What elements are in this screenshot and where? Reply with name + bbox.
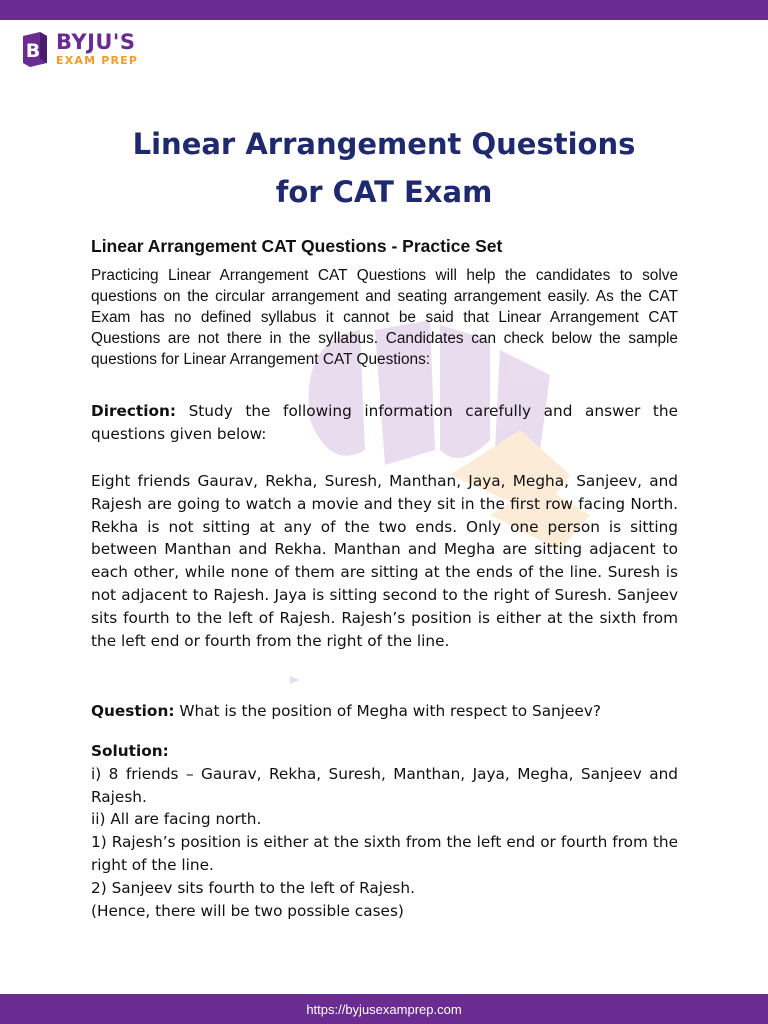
question-label: Question:: [91, 702, 175, 720]
solution-block: [91, 740, 678, 922]
solution-line: i) 8 friends – Gaurav, Rekha, Suresh, Manthan, Jaya, Megha, Sanjeev and Rajesh.: [91, 764, 678, 806]
section-heading: Linear Arrangement CAT Questions - Practice Set: [91, 236, 503, 256]
logo-subbrand-text: EXAM PREP: [56, 54, 139, 67]
svg-text:B: B: [25, 40, 41, 62]
top-banner: [0, 0, 768, 20]
solution-line: 2) Sanjeev sits fourth to the left of Rajesh.: [91, 878, 415, 897]
solution-label: Solution:: [91, 742, 169, 760]
byjus-logo-icon: [20, 30, 50, 68]
brand-logo[interactable]: [20, 30, 138, 68]
page-title: [0, 120, 768, 216]
page-title-line-1: Linear Arrangement Questions: [132, 127, 636, 161]
solution-line: 1) Rajesh’s position is either at the sixth from the left end or fourth from the right of the line.: [91, 833, 678, 874]
direction-text: Study the following information carefully and answer the questions given below:: [91, 402, 678, 443]
question-paragraph: [91, 700, 678, 723]
page-title-line-2: for CAT Exam: [275, 175, 493, 209]
footer-url-link[interactable]: https://byjusexamprep.com: [306, 1001, 462, 1017]
question-text: What is the position of Megha with respect to Sanjeev?: [174, 702, 602, 720]
logo-brand-text: BYJU'S: [56, 30, 136, 54]
solution-line: (Hence, there will be two possible cases): [91, 901, 404, 920]
footer-banner: [0, 994, 768, 1024]
direction-label: Direction:: [91, 402, 176, 420]
solution-line: ii) All are facing north.: [91, 810, 262, 829]
intro-paragraph: Practicing Linear Arrangement CAT Questions will help the candidates to solve questions on the circular arrangement and seating arrangement easily. As the CAT Exam has no defined syllabus it cannot be said that Linear Arrangement CAT Questions are not there in the syllabus. Candidates can check below the sample questions for Linear Arrangement CAT Questions:: [91, 267, 678, 368]
puzzle-passage: Eight friends Gaurav, Rekha, Suresh, Manthan, Jaya, Megha, Sanjeev, and Rajesh are going to watch a movie and they sit in the first row facing North. Rekha is not sitting at any of the two ends. Only one person is sitting between Manthan and Rekha. Manthan and Megha are sitting adjacent to each other, while none of them are sitting at the ends of the line. Suresh is not adjacent to Rajesh. Jaya is sitting second to the right of Suresh. Sanjeev sits fourth to the left of Rajesh. Rajesh’s position is either at the sixth from the left end or fourth from the right of the line.: [91, 472, 678, 650]
direction-paragraph: [91, 400, 678, 446]
